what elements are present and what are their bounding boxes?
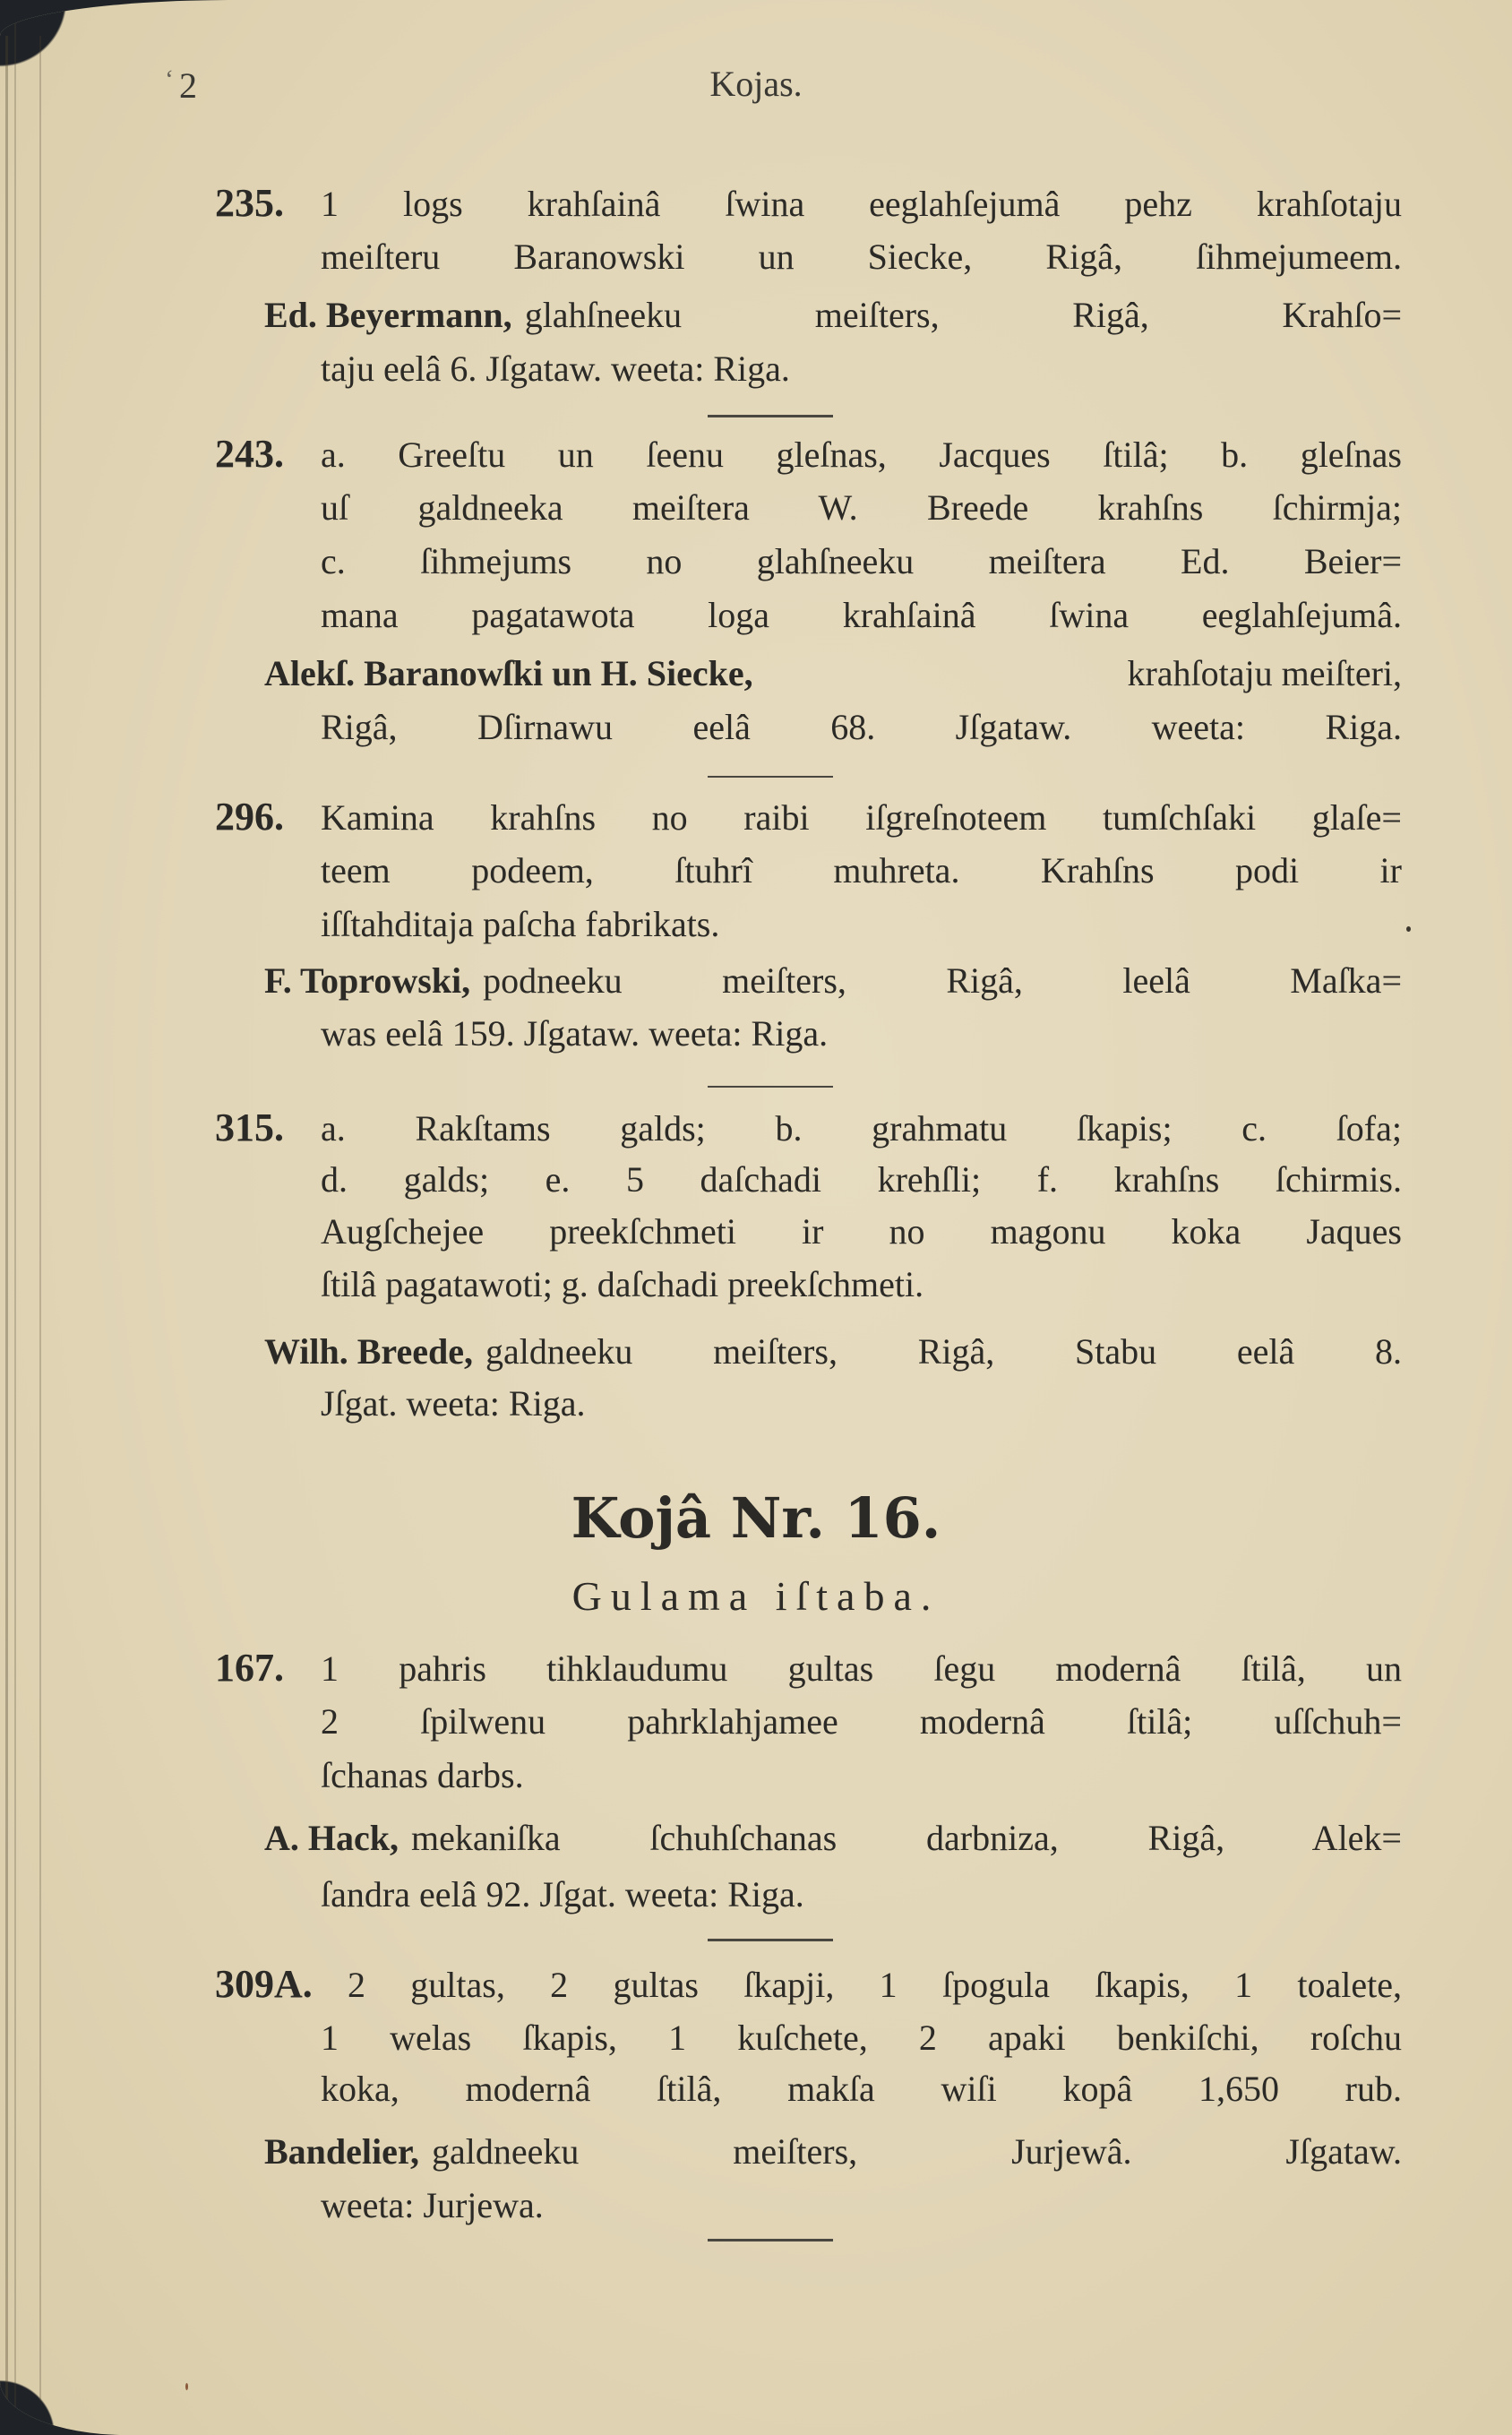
running-title: Kojas. bbox=[709, 64, 803, 104]
entry-text-line: 2 ſpilwenu pahrklahjamee modernâ ſtilâ; uſſchuh= bbox=[321, 1701, 1402, 1742]
exhibitor-name: Bandelier, bbox=[264, 2131, 419, 2172]
entry-text-line: ſchanas darbs. bbox=[321, 1755, 524, 1795]
exhibitor-address: galdneeku meiſters, Rigâ, Stabu eelâ 8. bbox=[485, 1331, 1402, 1372]
exhibitor-line bbox=[215, 1814, 1402, 1863]
entry-text-line: a. Rakſtams galds; b. grahmatu ſkapis; c. ſofa; bbox=[321, 1108, 1402, 1149]
divider-rule bbox=[708, 415, 833, 417]
entry-text-line: Augſchejee preekſchmeti ir no magonu koka Jaques bbox=[321, 1211, 1402, 1252]
entry-text-line: mana pagatawota loga krahſainâ ſwina eeglahſejumâ. bbox=[321, 595, 1402, 635]
entry-line bbox=[215, 233, 1402, 281]
exhibitor-line bbox=[215, 1010, 1402, 1058]
entry-first-line bbox=[215, 793, 1402, 841]
ink-speck bbox=[1406, 926, 1411, 932]
exhibitor-line bbox=[215, 1871, 1402, 1919]
divider-rule bbox=[708, 776, 833, 778]
exhibitor-address: glahſneeku meiſters, Rigâ, Krahſo= bbox=[524, 295, 1402, 335]
entry-first-line bbox=[215, 1960, 1402, 2009]
entry-first-line bbox=[215, 1104, 1402, 1152]
entry-text-line: 1 logs krahſainâ ſwina eeglahſejumâ pehz krahſotaju bbox=[321, 184, 1402, 224]
exhibitor-name: Ed. Beyermann, bbox=[264, 295, 512, 335]
exhibitor-address: taju eelâ 6. Jſgataw. weeta: Riga. bbox=[321, 348, 790, 389]
entry-text-line: teem podeem, ſtuhrî muhreta. Krahſns podi ir bbox=[321, 850, 1402, 891]
divider-rule bbox=[708, 1939, 833, 1941]
exhibitor-line bbox=[215, 2128, 1402, 2176]
entry-first-line bbox=[215, 1644, 1402, 1692]
exhibitor-line bbox=[215, 703, 1402, 752]
entry-number: 235. bbox=[215, 181, 284, 225]
entry-text-line: Kamina krahſns no raibi iſgreſnoteem tumſchſaki glaſe= bbox=[321, 797, 1402, 838]
exhibitor-line bbox=[215, 957, 1402, 1005]
exhibitor-name: Wilh. Breede, bbox=[264, 1331, 473, 1372]
entry-line bbox=[215, 1751, 1402, 1800]
exhibitor-address: galdneeku meiſters, Jurjewâ. Jſgataw. bbox=[432, 2131, 1402, 2172]
entry-text-line: 2 gultas, 2 gultas ſkapji, 1 ſpogula ſkapis, 1 toalete, bbox=[348, 1965, 1402, 2005]
entry-line bbox=[215, 2065, 1402, 2113]
entry-number: 167. bbox=[215, 1646, 284, 1690]
exhibitor-line bbox=[215, 345, 1402, 393]
exhibitor-address: mekaniſka ſchuhſchanas darbniza, Rigâ, Alek= bbox=[411, 1818, 1402, 1858]
exhibitor-address: ſandra eelâ 92. Jſgat. weeta: Riga. bbox=[321, 1874, 804, 1914]
entry-first-line bbox=[215, 430, 1402, 478]
entry-line bbox=[215, 1261, 1402, 1309]
exhibitor-line bbox=[215, 2181, 1402, 2230]
section-subtitle: Gulama iſtaba. bbox=[571, 1573, 941, 1619]
exhibitor-address: krahſotaju meiſteri, bbox=[1127, 653, 1402, 693]
exhibitor-address: Rigâ, Dſirnawu eelâ 68. Jſgataw. weeta: Riga. bbox=[321, 707, 1402, 747]
entry-number: 309A. bbox=[215, 1962, 313, 2006]
exhibitor-line bbox=[215, 650, 1402, 698]
entry-line bbox=[215, 591, 1402, 640]
entry-line bbox=[215, 1698, 1402, 1746]
exhibitor-line bbox=[215, 291, 1402, 340]
entry-number: 296. bbox=[215, 795, 284, 839]
entry-text-line: d. galds; e. 5 daſchadi krehſli; f. krahſns ſchirmis. bbox=[321, 1159, 1402, 1200]
entry-number: 315. bbox=[215, 1106, 284, 1149]
exhibitor-name: Alekſ. Baranowſki un H. Siecke, bbox=[264, 653, 753, 693]
entry-text-line: c. ſihmejums no glahſneeku meiſtera Ed. Beier= bbox=[321, 541, 1402, 581]
entry-text-line: a. Greeſtu un ſeenu gleſnas, Jacques ſtilâ; b. gleſnas bbox=[321, 435, 1402, 475]
exhibitor-address: Jſgat. weeta: Riga. bbox=[321, 1383, 586, 1424]
exhibitor-address: weeta: Jurjewa. bbox=[321, 2185, 544, 2225]
entry-text-line: meiſteru Baranowski un Siecke, Rigâ, ſihmejumeem. bbox=[321, 237, 1402, 277]
entry-text-line: 1 pahris tihklaudumu gultas ſegu modernâ ſtilâ, un bbox=[321, 1648, 1402, 1689]
entry-line bbox=[215, 900, 1402, 949]
exhibitor-address: was eelâ 159. Jſgataw. weeta: Riga. bbox=[321, 1013, 829, 1054]
entry-line bbox=[215, 538, 1402, 586]
entry-text-line: uſ galdneeka meiſtera W. Breede krahſns ſchirmja; bbox=[321, 487, 1402, 528]
entry-text-line: 1 welas ſkapis, 1 kuſchete, 2 apaki benkiſchi, roſchu bbox=[321, 2018, 1402, 2058]
section-title: Kojâ Nr. 16. bbox=[571, 1485, 941, 1551]
entry-line bbox=[215, 2014, 1402, 2062]
entry-text-line: koka, modernâ ſtilâ, makſa wiſi kopâ 1,650 rub. bbox=[321, 2069, 1402, 2109]
divider-rule bbox=[708, 1086, 833, 1088]
exhibitor-address: podneeku meiſters, Rigâ, leelâ Maſka= bbox=[483, 960, 1402, 1001]
entry-line bbox=[215, 847, 1402, 895]
entry-number: 243. bbox=[215, 432, 284, 476]
entry-line bbox=[215, 484, 1402, 532]
paper-speck bbox=[185, 2383, 188, 2390]
exhibitor-name: F. Toprowski, bbox=[264, 960, 471, 1001]
entry-line bbox=[215, 1156, 1402, 1204]
entry-text-line: ſtilâ pagatawoti; g. daſchadi preekſchmeti. bbox=[321, 1264, 924, 1304]
entry-text-line: iſſtahditaja paſcha fabrikats. bbox=[321, 904, 720, 944]
exhibitor-name: A. Hack, bbox=[264, 1818, 399, 1858]
divider-rule bbox=[708, 2239, 833, 2241]
entry-line bbox=[215, 1208, 1402, 1256]
entry-first-line bbox=[215, 179, 1402, 228]
exhibitor-line bbox=[215, 1328, 1402, 1376]
exhibitor-line bbox=[215, 1380, 1402, 1428]
page-stack-edge bbox=[14, 18, 30, 2419]
page-number: 2 bbox=[179, 65, 197, 106]
print-mark: ‘ bbox=[165, 65, 174, 94]
